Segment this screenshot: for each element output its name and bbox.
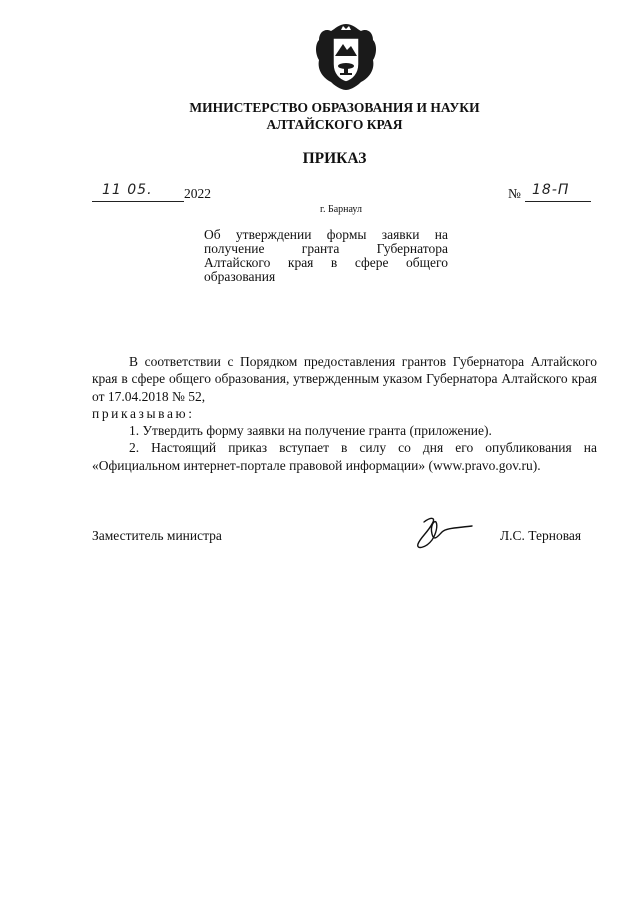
order-number-field [508,184,600,206]
order-item-1: 1. Утвердить форму заявки на получение гранта (приложение). [129,423,492,439]
order-item-2: 2. Настоящий приказ вступает в силу со дня его опубликования на «Официальном интернет-портале правовой информации» (www.pravo.gov.ru). [92,440,597,473]
date-year: 2022 [184,186,211,201]
signer-name: Л.С. Терновая [500,528,582,543]
signature-icon [412,514,476,552]
number-sign: № [508,186,521,201]
handwritten-number: 18-П [532,182,570,198]
coat-of-arms-icon [313,20,379,92]
handwritten-date: 11 05. [102,182,153,198]
number-underline [525,201,591,202]
document-type: ПРИКАЗ [302,150,367,167]
ministry-name: МИНИСТЕРСТВО ОБРАЗОВАНИЯ И НАУКИ [189,100,480,115]
order-word: приказываю: [92,405,195,421]
ministry-region: АЛТАЙСКОГО КРАЯ [266,117,403,132]
order-subject: Об утверждении формы заявки на получение гранта Губернатора Алтайского края в сфере общего образования [204,227,448,284]
preamble-paragraph: В соответствии с Порядком предоставления грантов Губернатора Алтайского края в сфере общего образования, утвержденным указом Губернатора Алтайского края от 17.04.2018 № 52, [92,354,597,404]
city-label: г. Барнаул [320,204,362,215]
date-underline [92,201,184,202]
order-body [92,353,597,474]
signer-position: Заместитель министра [92,528,222,543]
date-field [92,184,222,206]
